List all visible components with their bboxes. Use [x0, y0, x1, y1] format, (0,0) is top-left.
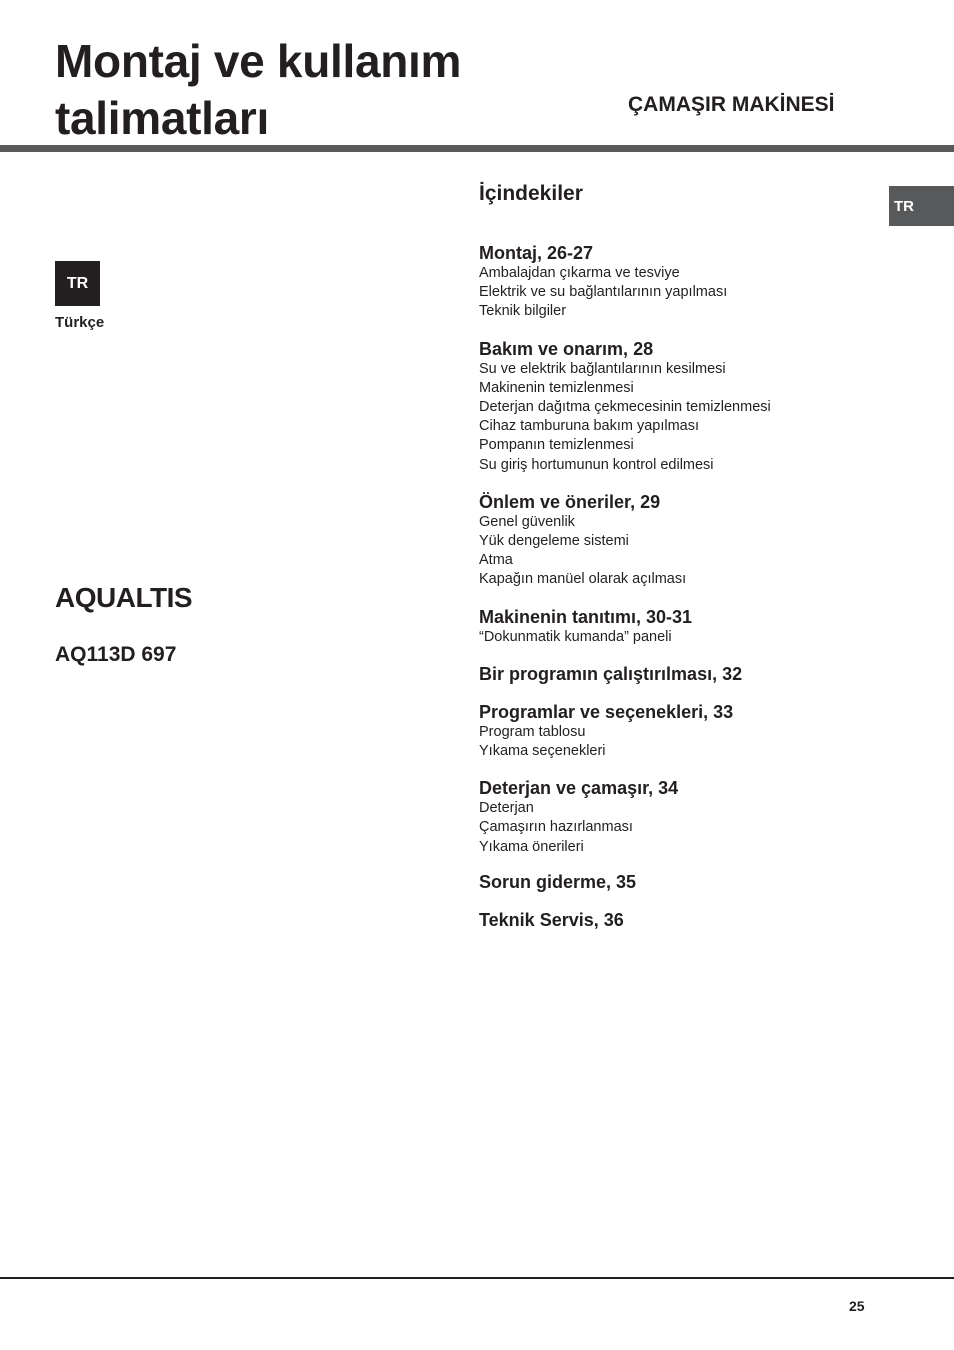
toc-section-teknik-servis	[479, 909, 879, 931]
toc-item: Yıkama önerileri	[479, 838, 584, 855]
footer-divider	[0, 1277, 954, 1279]
model-number: AQ113D 697	[55, 643, 177, 666]
toc-section-sorun-giderme	[479, 871, 879, 893]
toc-section-deterjan	[479, 777, 879, 857]
toc-item: Yük dengeleme sistemi	[479, 533, 629, 550]
toc-section-title: Makinenin tanıtımı, 30-31	[479, 606, 693, 627]
toc-section-title: Bakım ve onarım, 28	[479, 338, 654, 359]
toc-section-title: Programlar ve seçenekleri, 33	[479, 701, 734, 722]
toc-heading: İçindekiler	[479, 182, 583, 205]
toc-section-title: Bir programın çalıştırılması, 32	[479, 663, 743, 684]
toc-item: Teknik bilgiler	[479, 303, 567, 320]
toc-section-onlem	[479, 491, 879, 590]
language-name: Türkçe	[55, 314, 105, 331]
toc-item: Cihaz tamburuna bakım yapılması	[479, 418, 700, 435]
document-type: ÇAMAŞIR MAKİNESİ	[628, 93, 835, 116]
header-divider	[0, 145, 954, 152]
toc-item: Program tablosu	[479, 723, 586, 740]
toc-section-montaj	[479, 242, 879, 322]
toc-item: Deterjan dağıtma çekmecesinin temizlenmesi	[479, 399, 771, 416]
toc-item: Atma	[479, 552, 513, 569]
toc-item: Yıkama seçenekleri	[479, 743, 606, 760]
toc-section-title: Önlem ve öneriler, 29	[479, 491, 661, 512]
page-title-line-2: talimatları	[55, 92, 270, 144]
toc-item: Deterjan	[479, 800, 534, 817]
toc-section-title: Teknik Servis, 36	[479, 909, 624, 930]
toc-section-bakim	[479, 338, 879, 475]
toc-section-tanitim	[479, 606, 879, 647]
table-of-contents	[479, 242, 879, 957]
page-title-line-1: Montaj ve kullanım	[55, 35, 462, 87]
language-badge: TR	[55, 261, 100, 306]
toc-item: Ambalajdan çıkarma ve tesviye	[479, 265, 680, 281]
toc-item: Genel güvenlik	[479, 513, 575, 530]
page-number: 25	[849, 1298, 865, 1314]
toc-section-title: Deterjan ve çamaşır, 34	[479, 778, 679, 799]
toc-item: Su giriş hortumunun kontrol edilmesi	[479, 456, 714, 473]
toc-section-title: Sorun giderme, 35	[479, 871, 637, 892]
toc-section-programlar	[479, 701, 879, 761]
toc-item: Çamaşırın hazırlanması	[479, 819, 633, 836]
toc-item: Makinenin temizlenmesi	[479, 379, 634, 396]
language-tab: TR	[889, 186, 954, 226]
toc-item: Pompanın temizlenmesi	[479, 437, 634, 454]
toc-item: Su ve elektrik bağlantılarının kesilmesi	[479, 360, 726, 377]
brand-name: AQUALTIS	[55, 582, 193, 613]
toc-section-title: Montaj, 26-27	[479, 243, 594, 263]
toc-item: “Dokunmatik kumanda” paneli	[479, 628, 672, 645]
toc-item: Elektrik ve su bağlantılarının yapılması	[479, 284, 728, 301]
toc-item: Kapağın manüel olarak açılması	[479, 571, 687, 588]
toc-section-program-calistirma	[479, 663, 879, 685]
